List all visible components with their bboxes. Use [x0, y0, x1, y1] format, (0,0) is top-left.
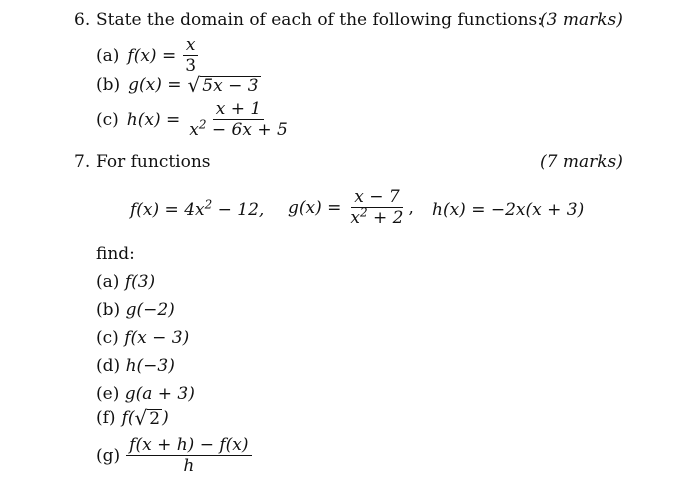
q6-c-fraction — [186, 100, 291, 139]
q6-marks: (3 marks) — [540, 10, 623, 30]
q7-item-b: (b) g(−2) — [96, 300, 175, 320]
q6-b-sqrt — [188, 75, 261, 95]
q6-text: State the domain of each of the following functions: — [96, 10, 543, 30]
q7-find: find: — [96, 244, 135, 264]
q6-a-fraction — [182, 36, 199, 75]
q6-c-lhs: h(x) = — [126, 109, 181, 130]
q6-c-label: (c) — [96, 109, 119, 130]
q7-text: For functions — [96, 152, 211, 172]
q6-number: 6. — [74, 10, 91, 30]
q6-a — [96, 36, 201, 75]
q6-b-label: (b) — [96, 75, 121, 95]
q6-b — [96, 75, 261, 95]
q7-marks: (7 marks) — [540, 152, 623, 172]
q7-g-numerator: x − 7 — [351, 188, 402, 208]
q7-f-close: ) — [162, 408, 169, 428]
q6-c-numerator: x + 1 — [213, 100, 264, 120]
q7-f-label: (f) — [96, 408, 116, 428]
q7-g-fraction — [347, 188, 406, 227]
sqrt-sign-icon: √ — [134, 406, 148, 430]
q7-h-definition: h(x) = −2x(x + 3) — [432, 200, 585, 220]
q7-number: 7. — [74, 152, 91, 172]
q7-f-sqrt — [135, 408, 163, 428]
q7-item-g — [96, 436, 254, 475]
q6-a-denominator: 3 — [185, 56, 197, 76]
q6-c-denominator: $x^2 - 6x + 5$ — [189, 117, 288, 140]
q7-item-f — [96, 408, 169, 428]
q7-item-e: (e) g(a + 3) — [96, 384, 195, 404]
q7-g-comma: , — [408, 197, 414, 218]
q7-item-c: (c) f(x − 3) — [96, 328, 190, 348]
q7-item-a: (a) f(3) — [96, 272, 156, 292]
q7-g-dq-denominator: h — [183, 456, 195, 476]
sqrt-sign-icon: √ — [187, 73, 201, 97]
q6-a-label: (a) — [96, 45, 120, 66]
q6-c — [96, 100, 293, 139]
q6-a-numerator: x — [183, 36, 199, 56]
q7-g-dq-numerator: f(x + h) − f(x) — [126, 436, 251, 456]
q7-g-difference-quotient — [126, 436, 251, 475]
q6-b-lhs: g(x) = — [128, 75, 182, 95]
q7-f-open: f( — [121, 408, 135, 428]
q7-f-radicand: 2 — [149, 409, 161, 429]
q7-g-lhs: g(x) = — [288, 197, 342, 218]
q7-f-definition: $f(x) = 4x^2 - 12$, — [130, 197, 265, 220]
q6-a-lhs: f(x) = — [127, 45, 177, 66]
q6-b-radicand: 5x − 3 — [202, 76, 259, 96]
q7-item-d: (d) h(−3) — [96, 356, 175, 376]
q7-g-denominator: $x^2 + 2$ — [350, 205, 404, 228]
q7-g-label: (g) — [96, 445, 121, 466]
q7-g-definition — [288, 188, 414, 227]
